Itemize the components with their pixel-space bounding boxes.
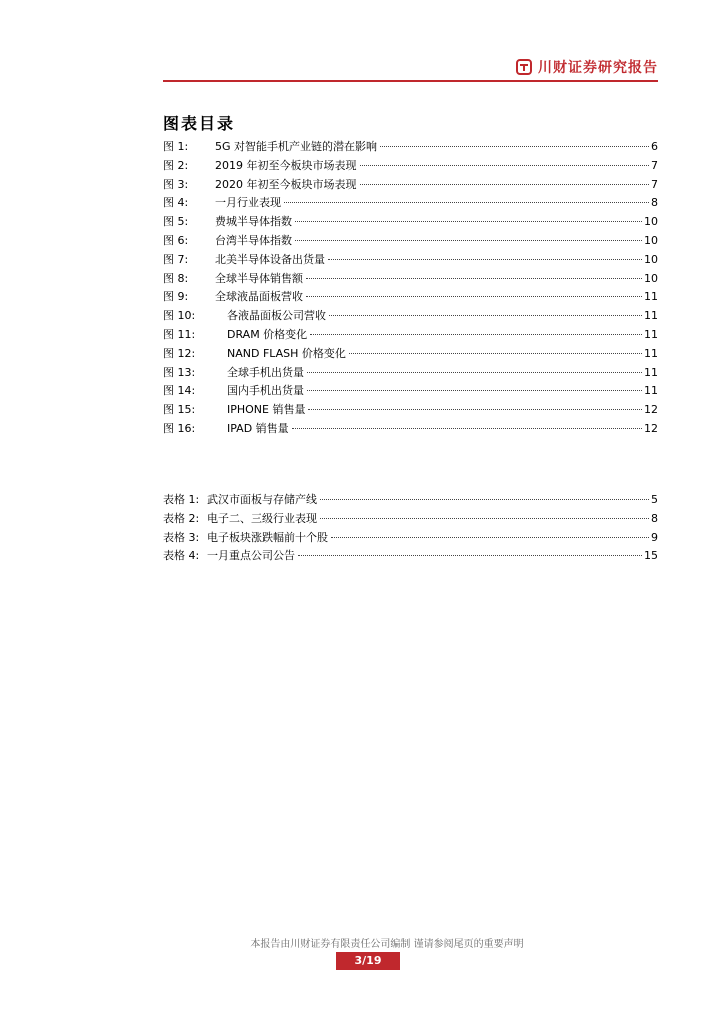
figure-entry[interactable] <box>163 232 658 251</box>
entry-page: 11 <box>644 327 658 341</box>
entry-label: 图 6: <box>163 233 189 247</box>
figure-entry[interactable] <box>163 382 658 401</box>
entry-label: 图 7: <box>163 252 189 266</box>
figure-entry[interactable] <box>163 364 658 383</box>
dot-leader <box>329 315 642 316</box>
entry-page: 9 <box>651 530 658 544</box>
dot-leader <box>295 240 642 241</box>
entry-title: 电子板块涨跌幅前十个股 <box>207 530 328 544</box>
figure-entry[interactable] <box>163 251 658 270</box>
dot-leader <box>298 555 642 556</box>
entry-page: 11 <box>644 346 658 360</box>
entry-label: 表格 4: <box>163 549 200 563</box>
entry-title: 5G 对智能手机产业链的潜在影响 <box>215 140 378 153</box>
table-entry[interactable] <box>163 491 658 510</box>
entry-page: 8 <box>651 511 658 525</box>
entry-page: 11 <box>644 384 658 398</box>
entry-page: 15 <box>644 549 658 563</box>
brand-name: 川财证券研究报告 <box>538 60 658 76</box>
entry-title: NAND FLASH 价格变化 <box>227 346 346 360</box>
dot-leader <box>349 353 642 354</box>
dot-leader <box>295 221 642 222</box>
dot-leader <box>320 518 649 519</box>
entry-page: 7 <box>651 158 658 172</box>
entry-title: 全球手机出货量 <box>227 365 304 379</box>
dot-leader <box>307 390 642 391</box>
entry-title: 台湾半导体指数 <box>215 233 292 247</box>
entry-page: 12 <box>644 403 658 417</box>
entry-page: 10 <box>644 271 658 285</box>
figure-entry[interactable] <box>163 401 658 420</box>
entry-page: 10 <box>644 252 658 266</box>
entry-label: 图 10: <box>163 309 196 323</box>
entry-title: 全球半导体销售额 <box>215 271 303 285</box>
figure-entry[interactable] <box>163 270 658 289</box>
entry-title: 全球液晶面板营收 <box>215 290 303 304</box>
entry-label: 图 8: <box>163 271 189 285</box>
entry-page: 10 <box>644 233 658 247</box>
table-entry[interactable] <box>163 510 658 529</box>
page-indicator: 3/19 <box>336 952 400 970</box>
dot-leader <box>380 146 649 147</box>
figure-entry[interactable] <box>163 176 658 195</box>
footer-disclaimer: 本报告由川财证券有限责任公司编制 谨请参阅尾页的重要声明 <box>250 939 524 950</box>
dot-leader <box>331 537 649 538</box>
dot-leader <box>310 334 642 335</box>
entry-label: 图 5: <box>163 215 189 229</box>
figure-entry[interactable] <box>163 213 658 232</box>
figure-entry[interactable] <box>163 345 658 364</box>
entry-label: 图 14: <box>163 384 196 398</box>
entry-label: 表格 2: <box>163 511 200 525</box>
entry-title: 2020 年初至今板块市场表现 <box>215 177 357 191</box>
dot-leader <box>284 202 649 203</box>
dot-leader <box>308 409 642 410</box>
dot-leader <box>306 296 642 297</box>
entry-page: 11 <box>644 309 658 323</box>
figure-entry[interactable] <box>163 326 658 345</box>
entry-label: 图 15: <box>163 403 196 417</box>
entry-title: 费城半导体指数 <box>215 215 292 229</box>
entry-title: 国内手机出货量 <box>227 384 304 398</box>
entry-label: 图 4: <box>163 196 189 210</box>
brand-logo-icon <box>516 59 532 75</box>
entry-title: 武汉市面板与存储产线 <box>207 493 317 506</box>
entry-title: 2019 年初至今板块市场表现 <box>215 158 357 172</box>
figure-entry[interactable] <box>163 157 658 176</box>
entry-page: 10 <box>644 215 658 229</box>
entry-label: 图 12: <box>163 346 196 360</box>
dot-leader <box>320 499 649 500</box>
figure-list <box>163 138 658 439</box>
entry-page: 6 <box>651 140 658 153</box>
entry-label: 表格 3: <box>163 530 200 544</box>
entry-title: IPAD 销售量 <box>227 421 289 435</box>
entry-page: 7 <box>651 177 658 191</box>
dot-leader <box>360 165 650 166</box>
dot-leader <box>307 372 642 373</box>
entry-label: 图 2: <box>163 158 189 172</box>
table-list <box>163 491 658 566</box>
entry-label: 图 16: <box>163 421 196 435</box>
header-brand <box>516 57 658 77</box>
figure-entry[interactable] <box>163 307 658 326</box>
toc-title: 图表目录 <box>163 114 236 133</box>
entry-label: 图 9: <box>163 290 189 304</box>
dot-leader <box>292 428 642 429</box>
entry-label: 表格 1: <box>163 493 200 506</box>
figure-entry[interactable] <box>163 288 658 307</box>
entry-title: 一月重点公司公告 <box>207 549 295 563</box>
entry-label: 图 1: <box>163 140 189 153</box>
entry-label: 图 13: <box>163 365 196 379</box>
figure-entry[interactable] <box>163 138 658 157</box>
entry-label: 图 3: <box>163 177 189 191</box>
entry-page: 12 <box>644 421 658 435</box>
entry-page: 11 <box>644 290 658 304</box>
entry-title: 各液晶面板公司营收 <box>227 309 326 323</box>
dot-leader <box>306 278 642 279</box>
header-rule <box>163 80 658 82</box>
dot-leader <box>328 259 642 260</box>
table-entry[interactable] <box>163 529 658 548</box>
dot-leader <box>360 184 650 185</box>
entry-title: IPHONE 销售量 <box>227 403 306 417</box>
entry-title: DRAM 价格变化 <box>227 327 308 341</box>
entry-title: 一月行业表现 <box>215 196 281 210</box>
entry-page: 5 <box>651 493 658 506</box>
entry-title: 北美半导体设备出货量 <box>215 252 325 266</box>
table-entry[interactable] <box>163 547 658 566</box>
entry-label: 图 11: <box>163 327 196 341</box>
entry-title: 电子二、三级行业表现 <box>207 511 317 525</box>
figure-entry[interactable] <box>163 420 658 439</box>
entry-page: 8 <box>651 196 658 210</box>
figure-entry[interactable] <box>163 194 658 213</box>
entry-page: 11 <box>644 365 658 379</box>
